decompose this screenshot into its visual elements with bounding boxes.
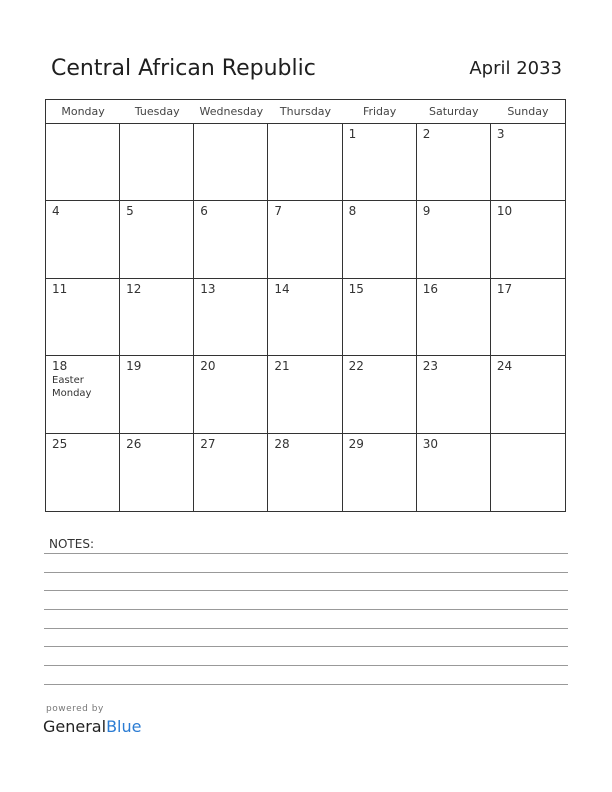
day-cell: [194, 356, 268, 433]
day-number: 1: [348, 127, 357, 141]
weekday-header: Sunday: [507, 105, 549, 118]
note-line: [44, 665, 568, 666]
day-cell: [194, 124, 268, 201]
day-number: 26: [126, 436, 142, 451]
day-cell: [343, 201, 417, 278]
day-number: 22: [348, 359, 364, 374]
day-number: 29: [348, 436, 364, 451]
notes-label: NOTES:: [49, 537, 94, 551]
day-cell: [120, 201, 194, 278]
weekday-header: Saturday: [428, 105, 479, 118]
note-line: [44, 553, 568, 554]
day-cell: [46, 201, 120, 278]
weekday-header: Friday: [362, 105, 397, 118]
calendar-days: [46, 124, 565, 511]
day-number: 5: [126, 204, 134, 219]
day-number: 11: [52, 281, 68, 296]
day-number: 8: [348, 204, 357, 219]
day-cell: [120, 356, 194, 433]
day-cell: [268, 201, 342, 278]
day-cell: [120, 279, 194, 356]
day-cell: [491, 279, 565, 356]
day-number: 20: [200, 359, 216, 374]
day-cell: [491, 356, 565, 433]
day-cell: [343, 434, 417, 511]
day-cell: [268, 356, 342, 433]
day-number: 4: [52, 204, 60, 219]
note-line: [44, 590, 568, 591]
weekday-header: Tuesday: [134, 105, 180, 118]
day-number: 19: [126, 359, 142, 374]
day-cell: [268, 434, 342, 511]
day-number: 21: [274, 359, 290, 374]
day-number: 6: [200, 204, 208, 219]
weekday-header-row: [46, 100, 565, 124]
powered-by-text: powered by: [46, 704, 104, 714]
day-number: 3: [496, 127, 505, 141]
day-cell: [194, 279, 268, 356]
weekday-header: Thursday: [279, 105, 332, 118]
logo-blue-text: Blue: [106, 717, 142, 736]
day-cell: [343, 279, 417, 356]
day-cell: [268, 279, 342, 356]
day-cell: [194, 434, 268, 511]
day-number: 23: [422, 359, 438, 374]
day-number: 14: [274, 281, 290, 296]
calendar-country-title: Central African Republic: [51, 56, 316, 81]
note-line: [44, 684, 568, 685]
day-number: 15: [348, 281, 364, 296]
day-cell: [194, 201, 268, 278]
day-cell: [417, 279, 491, 356]
day-number: 28: [274, 436, 290, 451]
logo-general-text: General: [43, 717, 107, 736]
day-number: 25: [52, 436, 68, 451]
day-cell: [417, 356, 491, 433]
weekday-header: Wednesday: [199, 105, 264, 118]
day-cell: [491, 124, 565, 201]
day-number: 7: [274, 204, 283, 219]
calendar-grid: [45, 99, 566, 512]
day-number: 18: [52, 359, 68, 374]
day-cell: [120, 434, 194, 511]
note-line: [44, 628, 568, 629]
day-cell: [120, 124, 194, 201]
note-line: [44, 572, 568, 573]
note-line: [44, 646, 568, 647]
day-number: 24: [496, 359, 513, 374]
day-number: 2: [422, 127, 431, 141]
day-number: 16: [422, 281, 438, 296]
calendar-month-title: April 2033: [469, 58, 562, 79]
day-cell: [417, 201, 491, 278]
note-line: [44, 609, 568, 610]
day-cell: [46, 356, 120, 433]
day-number: 13: [200, 281, 216, 296]
day-cell: [46, 124, 120, 201]
day-cell: [343, 124, 417, 201]
day-cell: [46, 434, 120, 511]
day-cell: [491, 201, 565, 278]
day-cell: [417, 434, 491, 511]
day-number: 12: [126, 281, 142, 296]
day-cell: [343, 356, 417, 433]
day-number: 17: [496, 281, 513, 296]
day-cell: [268, 124, 342, 201]
day-number: 27: [200, 436, 216, 451]
day-number: 9: [422, 204, 431, 219]
day-cell: [417, 124, 491, 201]
day-number: 10: [496, 204, 513, 219]
holiday-label: Easter Monday: [52, 375, 92, 400]
day-cell: [46, 279, 120, 356]
weekday-header: Monday: [61, 105, 105, 118]
generalblue-logo[interactable]: [43, 717, 141, 736]
day-cell: [491, 434, 565, 511]
day-number: 30: [422, 436, 438, 451]
